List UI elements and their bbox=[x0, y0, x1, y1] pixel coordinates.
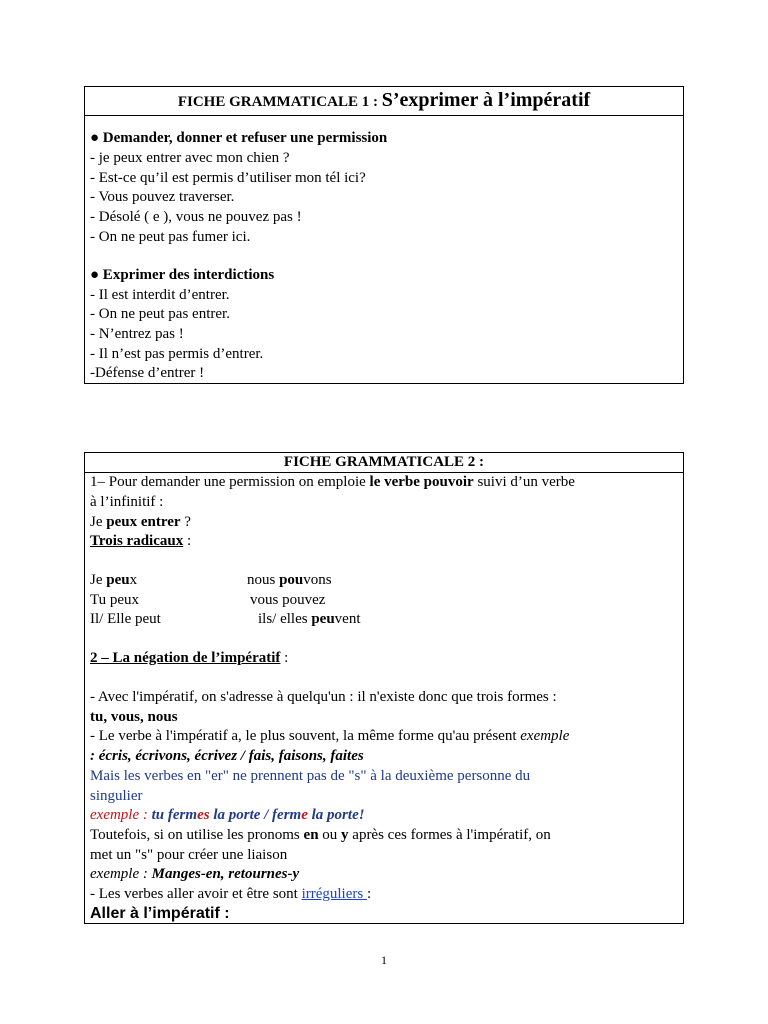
rule-line-8-ou: ou bbox=[318, 827, 342, 843]
conj-ils-c: vent bbox=[334, 611, 361, 627]
rule-line-5: Mais les verbes en "er" ne prennent pas de "s" à la deuxième personne du bbox=[90, 768, 531, 784]
aller-imperatif-heading: Aller à l’impératif : bbox=[90, 905, 230, 922]
trois-radicaux-label: Trois radicaux bbox=[90, 533, 184, 549]
page-number: 1 bbox=[381, 953, 387, 967]
fiche-grammaticale-2 bbox=[84, 452, 684, 924]
trois-radicaux bbox=[90, 532, 191, 551]
section2-line: - On ne peut pas entrer. bbox=[90, 306, 230, 322]
permission-intro-line2: à l’infinitif : bbox=[90, 494, 164, 510]
section2-line: -Défense d’entrer ! bbox=[90, 365, 205, 381]
section1-heading: ● Demander, donner et refuser une permission bbox=[90, 130, 388, 146]
conj-nous-a: nous bbox=[247, 572, 280, 588]
conj-ils bbox=[258, 610, 361, 629]
conj-ils-radical: peu bbox=[311, 611, 335, 627]
example-peux-entrer-bold: peux entrer bbox=[106, 514, 181, 530]
verbe-pouvoir: le verbe pouvoir bbox=[369, 474, 474, 490]
conj-vous: vous pouvez bbox=[250, 592, 326, 608]
section1-line: - Vous pouvez traverser. bbox=[90, 189, 235, 205]
rule-line-3 bbox=[90, 727, 569, 746]
rule-line-4: : écris, écrivons, écrivez / fais, faisons, faites bbox=[90, 748, 364, 764]
example-question-mark: ? bbox=[180, 514, 191, 530]
section2-line: - N’entrez pas ! bbox=[90, 326, 184, 342]
rule-line-11 bbox=[90, 885, 371, 904]
negation-colon: : bbox=[280, 650, 289, 666]
rule-line-10-exemple: exemple : bbox=[90, 866, 152, 882]
conj-il: Il/ Elle peut bbox=[90, 611, 161, 627]
fiche1-title-prefix: FICHE GRAMMATICALE 1 : bbox=[177, 94, 382, 110]
rule-line-3-text: - Le verbe à l'impératif a, le plus souvent, la même forme qu'au présent bbox=[90, 728, 521, 744]
conj-tu: Tu peux bbox=[90, 592, 140, 608]
rule-line-8 bbox=[90, 826, 551, 845]
rule-line-7-exemple: exemple : bbox=[90, 807, 152, 823]
rule-line-7-e: e bbox=[301, 807, 308, 823]
conj-je-a: Je bbox=[90, 572, 107, 588]
section1-line: - Est-ce qu’il est permis d’utiliser mon tél ici? bbox=[90, 170, 366, 186]
example-peux-entrer bbox=[90, 513, 191, 532]
rule-line-8-end: après ces formes à l'impératif, on bbox=[348, 827, 551, 843]
section2-heading: ● Exprimer des interdictions bbox=[90, 267, 275, 283]
fiche-grammaticale-1 bbox=[84, 86, 684, 384]
conj-nous-radical: pou bbox=[279, 572, 304, 588]
fiche1-title-main: S’exprimer à l’impératif bbox=[381, 89, 591, 111]
rule-line-9: met un "s" pour créer une liaison bbox=[90, 847, 288, 863]
permission-intro bbox=[90, 473, 575, 492]
conj-je-radical: peu bbox=[106, 572, 130, 588]
rule-line-8-y: y bbox=[341, 827, 349, 843]
irreguliers-link[interactable]: irréguliers bbox=[301, 886, 367, 902]
rule-line-7-ferm: la porte / ferm bbox=[209, 807, 302, 823]
rule-line-8-text: Toutefois, si on utilise les pronoms bbox=[90, 827, 304, 843]
section2-line: - Il est interdit d’entrer. bbox=[90, 287, 230, 303]
rule-line-2: tu, vous, nous bbox=[90, 709, 178, 725]
fiche1-title bbox=[85, 87, 683, 116]
negation-label: 2 – La négation de l’impératif bbox=[90, 650, 281, 666]
rule-line-10 bbox=[90, 865, 299, 884]
rule-line-1: - Avec l'impératif, on s'adresse à quelqu'un : il n'existe donc que trois formes : bbox=[90, 689, 557, 705]
rule-line-8-en: en bbox=[303, 827, 319, 843]
permission-intro-end: suivi d’un verbe bbox=[473, 474, 575, 490]
rule-line-3-exemple: exemple bbox=[520, 728, 570, 744]
rule-line-7 bbox=[90, 806, 365, 825]
trois-radicaux-colon: : bbox=[183, 533, 192, 549]
rule-line-6: singulier bbox=[90, 788, 143, 804]
rule-line-7-la-porte: la porte! bbox=[307, 807, 365, 823]
rule-line-7-es: es bbox=[197, 807, 210, 823]
fiche2-title: FICHE GRAMMATICALE 2 : bbox=[85, 453, 683, 473]
conj-je bbox=[90, 571, 137, 590]
conj-ils-a: ils/ elles bbox=[258, 611, 312, 627]
rule-line-11-text: - Les verbes aller avoir et être sont bbox=[90, 886, 302, 902]
section1-line: - je peux entrer avec mon chien ? bbox=[90, 150, 290, 166]
rule-line-11-colon: : bbox=[366, 886, 372, 902]
section1-line: - Désolé ( e ), vous ne pouvez pas ! bbox=[90, 209, 302, 225]
rule-line-10-examples: Manges-en, retournes-y bbox=[151, 866, 300, 882]
section1-line: - On ne peut pas fumer ici. bbox=[90, 229, 251, 245]
rule-line-7-tu-ferm: tu ferm bbox=[151, 807, 198, 823]
conj-nous bbox=[247, 571, 332, 590]
section2-line: - Il n’est pas permis d’entrer. bbox=[90, 346, 264, 362]
example-je: Je bbox=[90, 514, 107, 530]
conj-je-c: x bbox=[129, 572, 138, 588]
negation-heading bbox=[90, 649, 288, 668]
permission-intro-text: 1– Pour demander une permission on emploie bbox=[90, 474, 370, 490]
conj-nous-c: vons bbox=[303, 572, 332, 588]
